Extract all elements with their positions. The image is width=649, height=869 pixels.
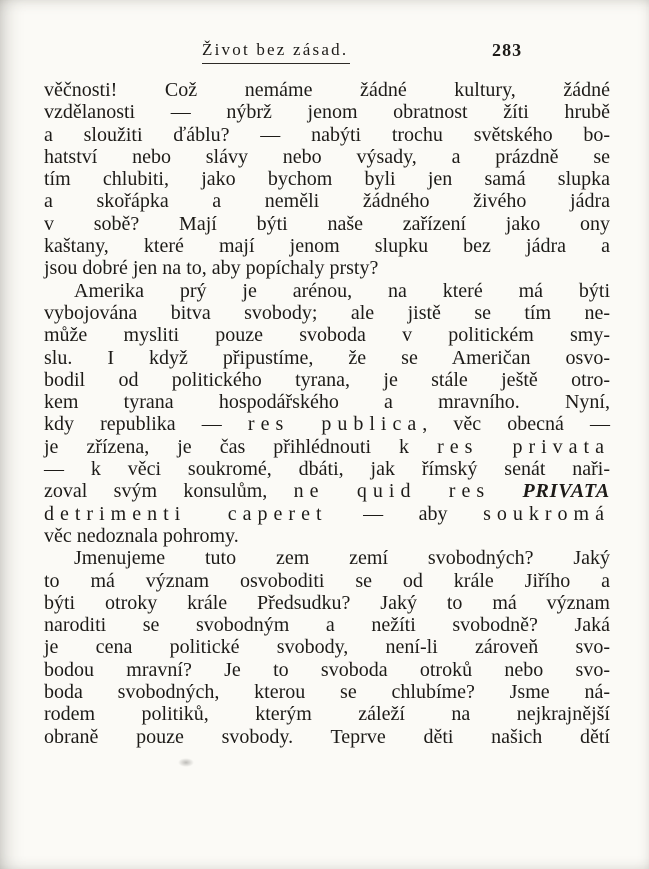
text-run: Jmenujeme tuto zem zemí svobodných? Jaký — [74, 547, 610, 570]
paragraph — [44, 280, 610, 548]
scan-smudge — [178, 758, 194, 767]
text-line — [44, 480, 610, 502]
text-line — [44, 235, 610, 257]
text-line — [44, 213, 610, 235]
text-line — [44, 257, 610, 279]
text-line — [44, 703, 610, 725]
text-run: kem tyrana hospodářského a mravního. Nyní, — [44, 391, 610, 414]
text-run: tím chlubiti, jako bychom byli jen samá slupka — [44, 168, 610, 191]
text-run: kdy republika — — [44, 413, 248, 436]
text-run: vzdělanosti — nýbrž jenom obratnost žíti hrubě — [44, 101, 610, 124]
text-run: vybojována bitva svobody; ale jistě se tím ne- — [44, 301, 610, 324]
text-line — [44, 458, 610, 480]
text-run: a skořápka a neměli žádného živého jádra — [44, 190, 610, 213]
text-line — [44, 726, 610, 748]
text-line — [44, 79, 610, 101]
text-line — [44, 190, 610, 212]
text-run: to má význam osvoboditi se od krále Jiřího a — [44, 569, 610, 592]
text-line — [44, 592, 610, 614]
text-run-spaced: detrimenti caperet — [44, 502, 328, 525]
text-run-spaced: ne quid res — [293, 480, 523, 503]
text-run: jsou dobré jen na to, aby popíchaly prsty? — [44, 257, 379, 280]
text-line — [44, 101, 610, 123]
text-run: věčnosti! Což nemáme žádné kultury, žádné — [44, 79, 610, 101]
text-line — [44, 413, 610, 435]
text-run: býti otroky krále Předsudku? Jaký to má význam — [44, 591, 610, 614]
chapter-title: Život bez zásad. — [202, 40, 350, 64]
text-line — [44, 124, 610, 146]
text-line — [44, 347, 610, 369]
text-line — [44, 525, 610, 547]
text-run-emphasis: PRIVATA — [522, 480, 610, 503]
text-run: slu. I když připustíme, že se Američan osvo- — [44, 346, 610, 369]
text-line — [44, 614, 610, 636]
text-run: — aby — [327, 502, 484, 525]
text-line — [44, 324, 610, 346]
paragraph — [44, 79, 610, 280]
text-run-spaced: res publica — [247, 413, 423, 436]
text-run: věc nedoznala pohromy. — [44, 524, 239, 547]
text-run: bodil od politického tyrana, je stále ještě otro- — [44, 368, 610, 391]
text-run: — k věci soukromé, dbáti, jak římský senát naři- — [44, 458, 610, 481]
text-line — [44, 570, 610, 592]
text-run: Amerika prý je arénou, na které má býti — [74, 279, 610, 302]
text-run: hatství nebo slávy nebo výsady, a prázdně se — [44, 145, 610, 168]
text-run: naroditi se svobodným a nežíti svobodně? Jaká — [44, 614, 610, 637]
text-line — [44, 436, 610, 458]
text-line — [44, 168, 610, 190]
text-line — [44, 659, 610, 681]
text-run: zoval svým konsulům, — [44, 480, 294, 503]
text-run: je cena politické svobody, není-li zároveň svo- — [44, 636, 610, 659]
text-run: a sloužiti ďáblu? — nabýti trochu světského bo- — [44, 123, 610, 146]
text-line — [44, 146, 610, 168]
text-run: boda svobodných, kterou se chlubíme? Jsme ná- — [44, 681, 610, 704]
text-run: v sobě? Mají býti naše zařízení jako ony — [44, 212, 610, 235]
paragraph — [44, 547, 610, 748]
text-run: obraně pouze svobody. Teprve děti našich dětí — [44, 725, 610, 748]
text-line — [44, 280, 610, 302]
running-header — [0, 40, 649, 66]
text-run: rodem politiků, kterým záleží na nejkrajnější — [44, 703, 610, 726]
text-run: , věc obecná — — [422, 413, 611, 436]
text-run: bodou mravní? Je to svoboda otroků nebo svo- — [44, 658, 610, 681]
text-line — [44, 391, 610, 413]
text-run-spaced: res privata — [437, 435, 610, 458]
text-block — [44, 79, 610, 748]
text-line — [44, 302, 610, 324]
text-run-spaced: soukromá — [483, 502, 610, 525]
text-line — [44, 547, 610, 569]
text-run: kaštany, které mají jenom slupku bez jádra a — [44, 235, 610, 258]
text-line — [44, 636, 610, 658]
text-run: je zřízena, je čas přihlédnouti k — [44, 435, 438, 458]
text-line — [44, 369, 610, 391]
text-line — [44, 503, 610, 525]
page-number: 283 — [492, 40, 523, 60]
text-run: může mysliti pouze svoboda v politickém smy- — [44, 324, 610, 347]
text-line — [44, 681, 610, 703]
